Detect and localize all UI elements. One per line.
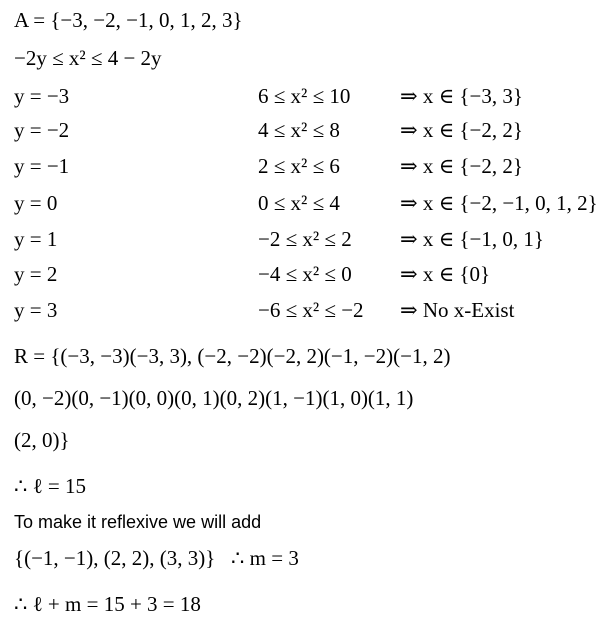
reflexive-note: To make it reflexive we will add (14, 512, 262, 532)
case-range: 2 ≤ x² ≤ 6 (258, 154, 340, 178)
final-result: ∴ ℓ + m = 15 + 3 = 18 (14, 592, 201, 616)
case-result: ⇒ x ∈ {−2, 2} (400, 118, 523, 142)
case-result: ⇒ x ∈ {−2, −1, 0, 1, 2} (400, 191, 598, 215)
case-range: 4 ≤ x² ≤ 8 (258, 118, 340, 142)
case-y: y = 3 (14, 298, 58, 322)
case-y: y = 2 (14, 262, 58, 286)
case-y: y = 1 (14, 227, 58, 251)
case-range: −2 ≤ x² ≤ 2 (258, 227, 352, 251)
case-result: ⇒ No x-Exist (400, 298, 515, 322)
added-pairs: {(−1, −1), (2, 2), (3, 3)} ∴ m = 3 (14, 546, 299, 570)
case-y: y = −2 (14, 118, 70, 142)
count-l: ∴ ℓ = 15 (14, 474, 87, 498)
relation-line: (2, 0)} (14, 428, 70, 452)
relation-line: R = {(−3, −3)(−3, 3), (−2, −2)(−2, 2)(−1, −2)(−1, 2) (14, 344, 451, 368)
case-range: −6 ≤ x² ≤ −2 (258, 298, 364, 322)
case-range: 6 ≤ x² ≤ 10 (258, 84, 351, 108)
case-result: ⇒ x ∈ {−3, 3} (400, 84, 523, 108)
case-range: −4 ≤ x² ≤ 0 (258, 262, 352, 286)
relation-line: (0, −2)(0, −1)(0, 0)(0, 1)(0, 2)(1, −1)(1, 0)(1, 1) (14, 386, 414, 410)
case-result: ⇒ x ∈ {−2, 2} (400, 154, 523, 178)
case-y: y = −1 (14, 154, 70, 178)
case-y: y = 0 (14, 191, 58, 215)
set-a-definition: A = {−3, −2, −1, 0, 1, 2, 3} (14, 8, 243, 32)
inequality-line: −2y ≤ x² ≤ 4 − 2y (14, 46, 162, 70)
case-result: ⇒ x ∈ {−1, 0, 1} (400, 227, 544, 251)
case-y: y = −3 (14, 84, 70, 108)
case-result: ⇒ x ∈ {0} (400, 262, 491, 286)
case-range: 0 ≤ x² ≤ 4 (258, 191, 340, 215)
